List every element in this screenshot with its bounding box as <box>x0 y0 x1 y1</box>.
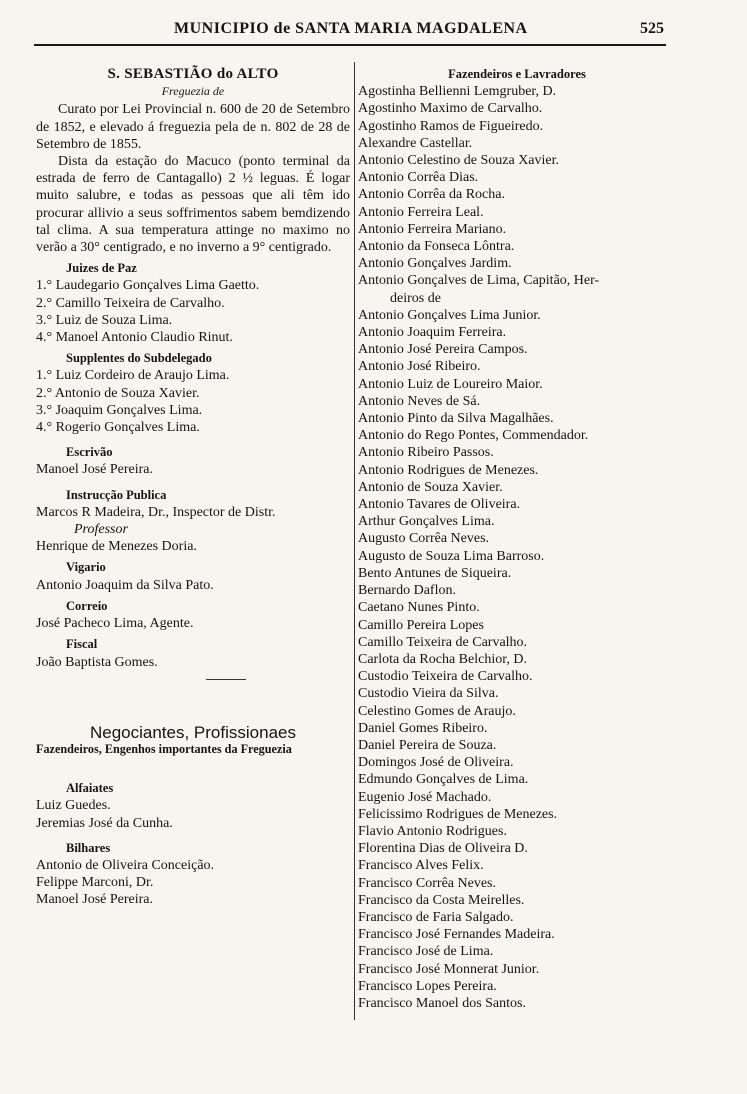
list-item: Jeremias José da Cunha. <box>36 815 173 831</box>
list-item: Antonio Celestino de Souza Xavier. <box>358 153 560 169</box>
list-item: Felicissimo Rodrigues de Menezes. <box>358 806 558 822</box>
list-item: Alexandre Castellar. <box>358 135 473 151</box>
list-item: Manoel José Pereira. <box>36 892 154 908</box>
list-item: Francisco da Costa Meirelles. <box>358 892 525 908</box>
list-item: Francisco José Monnerat Junior. <box>358 961 540 977</box>
list-item: Antonio Ribeiro Passos. <box>358 445 494 461</box>
list-item: José Pacheco Lima, Agente. <box>36 616 194 632</box>
list-item: Francisco de Faria Salgado. <box>358 909 514 925</box>
parish-subtitle: Freguezia de <box>161 84 225 99</box>
list-item: Carlota da Rocha Belchior, D. <box>358 651 527 667</box>
list-item: deiros de <box>390 290 441 306</box>
list-item: 3.° Luiz de Souza Lima. <box>36 312 173 328</box>
list-item: Daniel Gomes Ribeiro. <box>358 720 488 736</box>
short-divider <box>206 679 246 680</box>
list-item: Domingos José de Oliveira. <box>358 755 514 771</box>
list-item: Henrique de Menezes Doria. <box>36 539 197 555</box>
right-column <box>358 66 676 1012</box>
list-item: João Baptista Gomes. <box>36 654 158 670</box>
list-item: Manoel José Pereira. <box>36 462 154 478</box>
header-title: MUNICIPIO de SANTA MARIA MAGDALENA <box>174 20 528 37</box>
list-item: Antonio Joaquim da Silva Pato. <box>36 577 214 593</box>
page-header <box>34 18 666 46</box>
list-item: Francisco José Fernandes Madeira. <box>358 927 555 943</box>
list-item: Bernardo Daflon. <box>358 583 456 599</box>
list-item: 2.° Antonio de Souza Xavier. <box>36 385 200 401</box>
column-divider <box>354 62 355 1020</box>
section-professor-label: Professor <box>74 522 128 538</box>
list-item: Caetano Nunes Pinto. <box>358 600 480 616</box>
list-item: Antonio José Ribeiro. <box>358 359 481 375</box>
list-item: Camillo Pereira Lopes <box>358 617 484 633</box>
list-item: Antonio Gonçalves Jardim. <box>358 256 512 272</box>
list-item: 1.° Luiz Cordeiro de Araujo Lima. <box>36 368 230 384</box>
list-item: Antonio Corrêa Dias. <box>358 170 479 186</box>
section-juizes-label: Juizes de Paz <box>66 261 137 276</box>
list-item: Antonio Gonçalves Lima Junior. <box>358 307 541 323</box>
list-item: Antonio Joaquim Ferreira. <box>358 325 507 341</box>
list-item: Felippe Marconi, Dr. <box>36 875 154 891</box>
list-item: Antonio Ferreira Leal. <box>358 204 484 220</box>
section-vigario-label: Vigario <box>66 560 106 575</box>
page-number: 525 <box>640 20 664 37</box>
list-item: Camillo Teixeira de Carvalho. <box>358 634 528 650</box>
negociantes-heading: Negociantes, Profissionaes <box>89 722 296 742</box>
section-bilhares-label: Bilhares <box>66 840 111 855</box>
list-item: Antonio Neves de Sá. <box>358 393 481 409</box>
list-item: Florentina Dias de Oliveira D. <box>358 841 528 857</box>
list-item: Edmundo Gonçalves de Lima. <box>358 772 529 788</box>
list-item: Antonio do Rego Pontes, Commendador. <box>358 428 589 444</box>
list-item: Antonio Luiz de Loureiro Maior. <box>358 376 543 392</box>
list-item: Augusto de Souza Lima Barroso. <box>358 548 545 564</box>
list-item: Antonio Corrêa da Rocha. <box>358 187 505 203</box>
list-item: 4.° Rogerio Gonçalves Lima. <box>36 420 200 436</box>
list-item: Agostinho Ramos de Figueiredo. <box>358 118 544 134</box>
left-column <box>36 66 350 909</box>
section-escrivao-label: Escrivão <box>66 445 113 460</box>
paragraph-description: Dista da estação do Macuco (ponto terminal da estrada de ferro de Cantagallo) 2 ½ leguas. É logar muito salubre, e todas as pessoas que ali têm ido procurar allivio a seus soffrimentos sabem bemdizendo tal clima. A sua temperatura attinge no maximo no verão a 30° centigrado, e no inverno a 9° centigrado. <box>36 154 350 256</box>
list-item: Augusto Corrêa Neves. <box>358 531 490 547</box>
list-item: Antonio Tavares de Oliveira. <box>358 497 521 513</box>
list-item: Antonio de Oliveira Conceição. <box>36 857 215 873</box>
negociantes-subheading: Fazendeiros, Engenhos importantes da Freguezia <box>36 741 292 756</box>
fazendeiros-title: Fazendeiros e Lavradores <box>448 67 586 81</box>
list-item: Antonio da Fonseca Lôntra. <box>358 239 515 255</box>
list-item: Arthur Gonçalves Lima. <box>358 514 495 530</box>
list-item: Bento Antunes de Siqueira. <box>358 565 512 581</box>
section-alfaiates-label: Alfaiates <box>66 781 114 796</box>
list-item: Antonio Pinto da Silva Magalhães. <box>358 411 554 427</box>
list-item: Francisco Manoel dos Santos. <box>358 995 526 1011</box>
list-item: 4.° Manoel Antonio Claudio Rinut. <box>36 330 233 346</box>
list-item: Francisco Corrêa Neves. <box>358 875 497 891</box>
list-item: Francisco Alves Felix. <box>358 858 484 874</box>
list-item: Antonio de Souza Xavier. <box>358 479 503 495</box>
list-item: Daniel Pereira de Souza. <box>358 737 497 753</box>
list-item: Agostinho Maximo de Carvalho. <box>358 101 543 117</box>
list-item: Agostinha Bellienni Lemgruber, D. <box>358 84 557 100</box>
list-item: Flavio Antonio Rodrigues. <box>358 823 507 839</box>
section-correio-label: Correio <box>66 598 108 613</box>
list-item: Antonio Gonçalves de Lima, Capitão, Her- <box>358 273 600 289</box>
section-supplentes-label: Supplentes do Subdelegado <box>66 351 212 366</box>
list-item: Antonio Ferreira Mariano. <box>358 221 507 237</box>
section-fiscal-label: Fiscal <box>66 637 98 652</box>
list-item: Antonio Rodrigues de Menezes. <box>358 462 539 478</box>
section-instruccao-label: Instrucção Publica <box>66 487 167 502</box>
list-item: Luiz Guedes. <box>36 798 111 814</box>
list-item: Celestino Gomes de Araujo. <box>358 703 516 719</box>
fazendeiros-list <box>358 83 676 1012</box>
list-item: Francisco Lopes Pereira. <box>358 978 497 994</box>
list-item: Marcos R Madeira, Dr., Inspector de Distr. <box>36 504 276 520</box>
list-item: Custodio Teixeira de Carvalho. <box>358 669 533 685</box>
list-item: Francisco José de Lima. <box>358 944 494 960</box>
paragraph-curato: Curato por Lei Provincial n. 600 de 20 de Setembro de 1852, e elevado á freguezia pela de n. 802 de 28 de Setembro de 1855. <box>36 102 350 152</box>
list-item: Antonio José Pereira Campos. <box>358 342 528 358</box>
list-item: 3.° Joaquim Gonçalves Lima. <box>36 402 203 418</box>
list-item: 2.° Camillo Teixeira de Carvalho. <box>36 295 225 311</box>
list-item: 1.° Laudegario Gonçalves Lima Gaetto. <box>36 278 260 294</box>
list-item: Eugenio José Machado. <box>358 789 492 805</box>
parish-title: S. SEBASTIÃO do ALTO <box>107 66 279 82</box>
list-item: Custodio Vieira da Silva. <box>358 686 499 702</box>
